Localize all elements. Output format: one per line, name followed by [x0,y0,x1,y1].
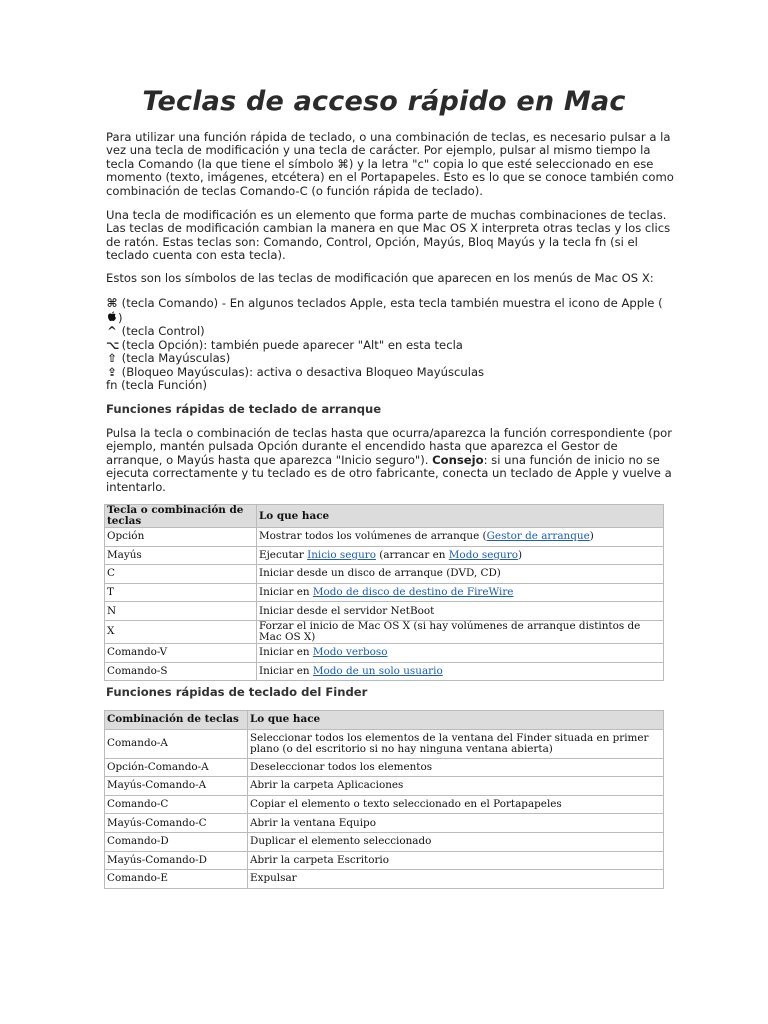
shortcut-description: Seleccionar todos los elementos de la ventana del Finder situada en primer plano (o del escritorio si no hay ninguna ventana abierta) [248,729,664,758]
shortcut-description: Deseleccionar todos los elementos [248,758,664,777]
page-title: Teclas de acceso rápido en Mac [142,86,626,117]
caps-lock-key-icon: ⇪ [107,364,117,379]
shortcut-description: Copiar el elemento o texto seleccionado en el Portapapeles [248,795,664,814]
shortcut-description [257,528,664,547]
table-row [105,870,664,889]
shortcut-key: T [105,583,257,602]
shortcut-key: Comando-C [105,795,248,814]
shortcut-description [257,583,664,602]
control-key-icon: ^ [107,324,117,338]
tip-text: : si una función de inicio no se [483,452,660,467]
table-row [105,795,664,814]
modifiers-line: teclado cuenta con esta tecla). [106,248,286,263]
finder-heading: Funciones rápidas de teclado del Finder [106,685,368,699]
startup-line: intentarlo. [106,479,166,494]
symbols-intro: Estos son los símbolos de las teclas de modificación que aparecen en los menús de Mac OS X: [106,271,654,285]
modifier-item-text: ) [118,310,123,325]
table-header-row [105,711,664,730]
intro-line: vez una tecla de modificación y una tecla de carácter. Por ejemplo, pulsar al mismo tiempo la [106,143,651,158]
startup-line: ejecuta correctamente y tu teclado es de otro fabricante, conecta un teclado de Apple y vuelve a [106,466,672,481]
intro-line: tecla Comando (la que tiene el símbolo ⌘) y la letra "c" copia lo que esté seleccionado en ese [106,156,654,171]
modifier-item-apple [106,311,666,326]
modifier-item-text: (tecla Mayúsculas) [118,351,231,365]
shortcut-key: Opción [105,528,257,547]
intro-paragraph [106,130,674,198]
intro-line: momento (texto, imágenes, etcétera) en el Portapapeles. Esto es lo que se conoce también como [106,170,674,185]
modifier-item-control [106,325,666,339]
shortcut-key: Comando-E [105,870,248,889]
modifier-item-text: fn (tecla Función) [106,378,207,392]
finder-shortcuts-table [104,710,664,889]
table-row [105,758,664,777]
link-modo-verboso[interactable]: Modo verboso [312,646,388,659]
startup-line: Pulsa la tecla o combinación de teclas hasta que ocurra/aparezca la función correspondiente (por [106,426,673,440]
startup-paragraph [106,426,673,494]
description-text: Iniciar en [259,664,313,677]
link-gestor-de-arranque[interactable]: Gestor de arranque [486,530,590,543]
shortcut-key: Comando-D [105,832,248,851]
column-header: Combinación de teclas [105,711,248,730]
description-text: ) [589,530,594,543]
shortcut-key: Mayús-Comando-A [105,777,248,796]
shortcut-key: Opción-Comando-A [105,758,248,777]
table-header-row [105,505,664,528]
modifier-item-text: (Bloqueo Mayúsculas): activa o desactiva Bloqueo Mayúsculas [118,364,485,379]
shortcut-description [257,662,664,681]
table-row [105,602,664,621]
shortcut-description: Abrir la ventana Equipo [248,814,664,833]
description-text: (arrancar en [375,548,449,561]
startup-line: ejemplo, mantén pulsada Opción durante el encendido hasta que aparezca el Gestor de [106,439,618,454]
table-row [105,583,664,602]
table-row [105,565,664,584]
modifier-symbol-list [106,297,666,393]
modifiers-line: de ratón. Estas teclas son: Comando, Control, Opción, Mayús, Bloq Mayús y la tecla fn (si el [106,234,638,249]
table-row [105,832,664,851]
shortcut-description: Expulsar [248,870,664,889]
link-modo-seguro[interactable]: Modo seguro [448,548,518,561]
table-row [105,729,664,758]
description-text: Ejecutar [259,548,308,561]
table-row [105,777,664,796]
shortcut-key: Mayús [105,546,257,565]
option-key-icon: ⌥ [106,337,120,352]
shortcut-description: Abrir la carpeta Escritorio [248,851,664,870]
startup-shortcuts-table [104,504,664,681]
command-key-icon: ⌘ [106,296,118,310]
link-modo-disco-firewire[interactable]: Modo de disco de destino de FireWire [312,586,514,599]
shortcut-description: Abrir la carpeta Aplicaciones [248,777,664,796]
modifiers-paragraph [106,208,671,263]
modifier-item-text: (tecla Comando) - En algunos teclados Apple, esta tecla también muestra el icono de Apple ( [118,296,663,310]
shortcut-key: Comando-V [105,643,257,662]
link-modo-un-solo-usuario[interactable]: Modo de un solo usuario [312,664,443,677]
description-text: Iniciar en [259,586,313,599]
modifiers-line: Las teclas de modificación cambian la manera en que Mac OS X interpreta otras teclas y los clics [106,221,671,236]
link-inicio-seguro[interactable]: Inicio seguro [307,548,376,561]
shortcut-key: Mayús-Comando-D [105,851,248,870]
shortcut-key: Comando-A [105,729,248,758]
shortcut-description: Forzar el inicio de Mac OS X (si hay volúmenes de arranque distintos de Mac OS X) [257,620,664,643]
intro-line: combinación de teclas Comando-C (o función rápida de teclado). [106,183,483,198]
table-row [105,814,664,833]
intro-line: Para utilizar una función rápida de teclado, o una combinación de teclas, es necesario pulsar a la [106,130,671,144]
column-header: Lo que hace [257,505,664,528]
modifier-item-caps-lock [106,366,666,380]
startup-line-text: arranque, o Mayús hasta que aparezca "Inicio seguro"). [106,452,433,467]
shortcut-description [257,546,664,565]
modifier-item-text: (tecla Control) [118,324,205,338]
modifier-item-command [106,297,666,311]
tip-label: Consejo [432,452,484,467]
table-row [105,546,664,565]
table-row [105,528,664,547]
table-row [105,643,664,662]
description-text: Mostrar todos los volúmenes de arranque ( [259,530,487,543]
shortcut-description: Iniciar desde el servidor NetBoot [257,602,664,621]
modifier-item-fn [106,379,666,393]
table-row [105,662,664,681]
shortcut-key: Comando-S [105,662,257,681]
modifiers-line: Una tecla de modificación es un elemento que forma parte de muchas combinaciones de teclas. [106,208,667,222]
shortcut-description: Duplicar el elemento seleccionado [248,832,664,851]
shortcut-description [257,643,664,662]
apple-logo-icon [106,311,118,326]
description-text: Iniciar en [259,646,313,659]
shortcut-key: Mayús-Comando-C [105,814,248,833]
shift-key-icon: ⇧ [107,351,117,365]
modifier-item-shift [106,352,666,366]
modifier-item-option [106,339,666,353]
table-row [105,620,664,643]
shortcut-key: X [105,620,257,643]
modifier-item-text: (tecla Opción): también puede aparecer "Alt" en esta tecla [118,337,463,352]
startup-line [106,454,668,467]
shortcut-description: Iniciar desde un disco de arranque (DVD, CD) [257,565,664,584]
column-header: Tecla o combinación de teclas [105,505,257,528]
startup-heading: Funciones rápidas de teclado de arranque [106,402,382,416]
shortcut-key: N [105,602,257,621]
column-header: Lo que hace [248,711,664,730]
table-row [105,851,664,870]
description-text: ) [517,548,523,561]
shortcut-key: C [105,565,257,584]
